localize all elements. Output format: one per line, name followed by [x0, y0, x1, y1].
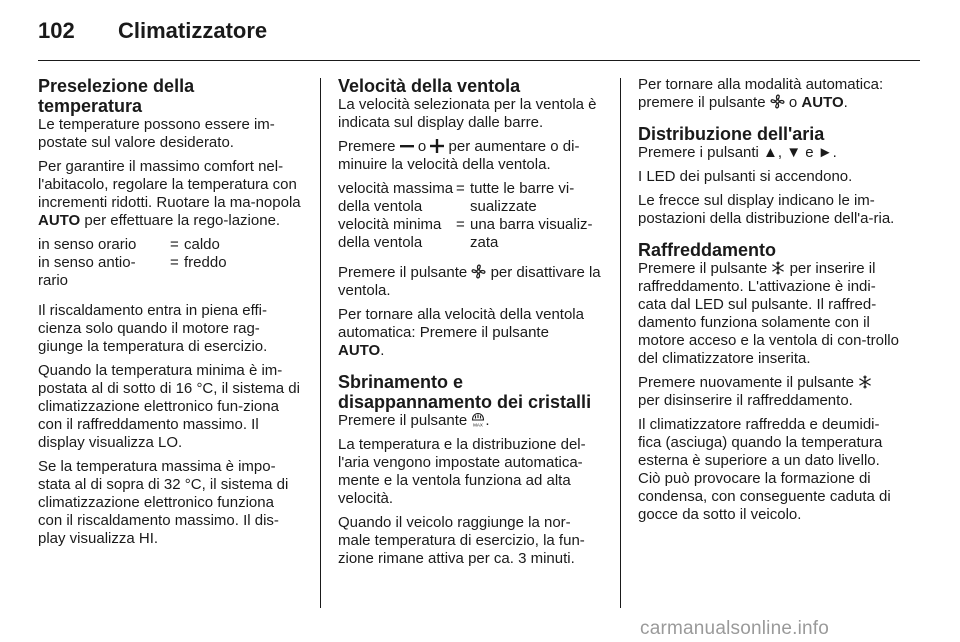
header-rule [38, 60, 920, 61]
svg-text:MAX: MAX [473, 422, 484, 427]
text: Premere il pulsante [338, 412, 472, 429]
paragraph [638, 260, 902, 368]
text: o [413, 138, 431, 155]
auto-label: AUTO [38, 212, 81, 229]
minus-icon [400, 139, 414, 153]
page-title: Climatizzatore [118, 18, 268, 43]
paragraph: Se la temperatura massima è impo-stata al di sopra di 32 °C, il sistema di climatizzazione elettronico funziona con il riscaldamento massimo. Il dis-play visualizza HI. [38, 458, 289, 547]
text: . [485, 412, 490, 429]
table-eq: = [170, 236, 179, 253]
table-key: in senso antio-rario [38, 254, 136, 289]
table-key: velocità minima della ventola [338, 216, 442, 251]
definition-table [38, 236, 227, 290]
section-heading: Velocità della ventola [338, 76, 521, 96]
column-2 [338, 76, 602, 574]
column-3 [638, 76, 902, 530]
paragraph: Quando la temperatura minima è im-postata al di sotto di 16 °C, il sistema di climatizzazione elettronico fun-ziona con il raffreddamento massimo. Il display visualizza LO. [38, 362, 300, 451]
table-row [38, 254, 227, 290]
text: Per tornare alla modalità automatica: premere il pulsante [638, 76, 884, 111]
watermark: carmanualsonline.info [640, 618, 830, 639]
table-row [38, 236, 227, 254]
auto-label: AUTO [801, 94, 844, 111]
text: Per garantire il massimo comfort nel-l'abitacolo, regolare la temperatura con incrementi ridotti. Ruotare la ma-nopola [38, 158, 301, 211]
paragraph: La temperatura e la distribuzione del-l'aria vengono impostate automatica-mente e la ventola funziona ad alta velocità. [338, 436, 586, 507]
text: Premere nuovamente il pulsante [638, 374, 859, 391]
paragraph: Le frecce sul display indicano le im-postazioni della distribuzione dell'a-ria. [638, 192, 895, 227]
table-value: tutte le barre vi-sualizzate [470, 180, 575, 215]
paragraph: Premere i pulsanti ▲, ▼ e ►. [638, 144, 837, 161]
text: per effettuare la rego-lazione. [80, 212, 281, 229]
paragraph: I LED dei pulsanti si accendono. [638, 168, 853, 185]
text: . [843, 94, 848, 111]
page-number: 102 [38, 18, 75, 43]
column-divider [620, 78, 621, 608]
table-key: in senso orario [38, 236, 137, 253]
table-eq: = [456, 216, 465, 233]
paragraph [638, 374, 902, 410]
text: Premere il pulsante [638, 260, 772, 277]
text: per disinserire il raffreddamento. [638, 392, 853, 409]
auto-label: AUTO [338, 342, 381, 359]
table-eq: = [170, 254, 179, 271]
paragraph [338, 306, 602, 360]
table-row [338, 180, 602, 216]
paragraph: Le temperature possono essere im-postate sul valore desiderato. [38, 116, 275, 151]
column-1 [38, 76, 302, 554]
paragraph [338, 264, 602, 300]
section-heading: Sbrinamento e disappannamento dei cristalli [338, 372, 592, 412]
paragraph: Il climatizzatore raffredda e deumidi-fica (asciuga) quando la temperatura esterna è superiore a un dato livello. Ciò può provocare la formazione di condensa, con conseguente caduta di gocce da sotto il veicolo. [638, 416, 891, 523]
text: Premere il pulsante [338, 264, 472, 281]
text: Per tornare alla velocità della ventola automatica: Premere il pulsante [338, 306, 584, 341]
table-value: una barra visualiz-zata [470, 216, 593, 251]
fan-icon [770, 94, 785, 109]
section-heading: Preselezione della temperatura [38, 76, 195, 116]
snowflake-icon [771, 261, 785, 275]
paragraph [338, 412, 602, 430]
plus-icon [430, 139, 444, 153]
page-header [38, 14, 922, 54]
table-value: caldo [184, 236, 220, 253]
table-value: freddo [184, 254, 227, 271]
paragraph [638, 76, 902, 112]
definition-table [338, 180, 602, 252]
defrost-max-icon [471, 412, 485, 427]
text: Premere [338, 138, 400, 155]
paragraph [38, 158, 302, 230]
section-heading: Raffreddamento [638, 240, 777, 260]
fan-icon [471, 264, 486, 279]
table-eq: = [456, 180, 465, 197]
section-heading: Distribuzione dell'aria [638, 124, 825, 144]
text: per aumentare o di-minuire la velocità della ventola. [338, 138, 580, 173]
table-row [338, 216, 602, 252]
text: per disattivare la ventola. [338, 264, 601, 299]
paragraph: La velocità selezionata per la ventola è indicata sul display dalle barre. [338, 96, 597, 131]
paragraph [338, 138, 602, 174]
text: . [380, 342, 385, 359]
column-divider [320, 78, 321, 608]
paragraph: Il riscaldamento entra in piena effi-cienza solo quando il motore rag-giunge la temperatura di esercizio. [38, 302, 268, 355]
text: per inserire il raffreddamento. L'attivazione è indi-cata dal LED sul pulsante. Il raffred-damento funziona solamente con il motore acceso e la ventola di con-trollo del climatizzatore inserita. [638, 260, 899, 367]
text: o [784, 94, 802, 111]
table-key: velocità massima della ventola [338, 180, 454, 215]
paragraph: Quando il veicolo raggiunge la nor-male temperatura di esercizio, la fun-zione rimane attiva per ca. 3 minuti. [338, 514, 585, 567]
snowflake-icon [858, 375, 872, 389]
